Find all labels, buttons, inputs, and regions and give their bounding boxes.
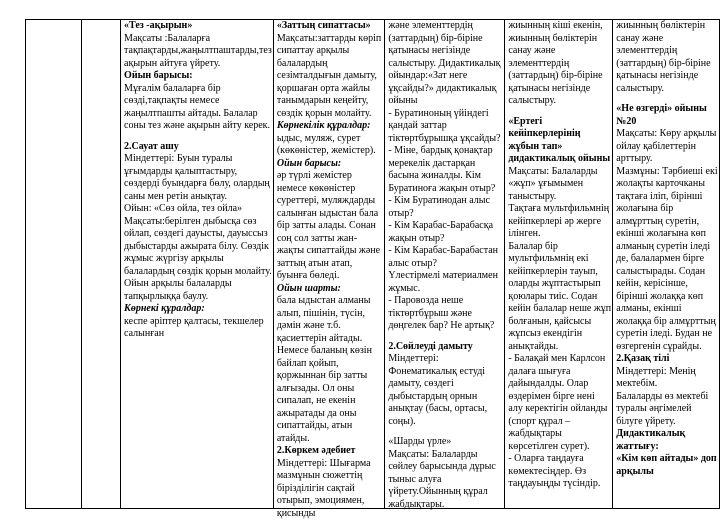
cell-heading: Дидактикалық жаттығу: <box>616 428 718 453</box>
spacer <box>616 95 718 103</box>
cell-heading: Ойын барысы: <box>277 158 383 171</box>
cell-heading: «Кім көп айтады» доп арқылы <box>616 453 718 478</box>
cell-text: Мұғалім балаларға бір сөзді,тақпақты немесе жаңылтпашты айтады. Балалар соны тез және ақырын айту керек. <box>124 83 272 133</box>
cell-text: Үлестірмелі материалмен жұмыс. <box>388 270 503 295</box>
cell-heading: Ойын шарты: <box>277 283 383 296</box>
cell-text: - Кім Буратинодан алыс отыр? <box>388 195 503 220</box>
cell-text: жиынның кіші екенін, жиынның бөліктерін санау және элементтердің (заттардың) бір-біріне қатынасы негізінде салыстыру. <box>508 20 611 108</box>
cell-text: жиынның бөліктерін санау және элементтердің (заттардың) бір-біріне қатынасы негізінде салыстыру. <box>616 20 718 95</box>
cell-text: ыдыс, муляж, сурет (көкөністер, жемістер). <box>277 133 383 158</box>
table-cell-5 <box>385 20 505 509</box>
cell-text: - Паровозда неше тіктөртбұрыш және дөңгелек бар? Не артық? <box>388 295 503 333</box>
table-cell-2 <box>81 20 120 509</box>
cell-text: Мақсаты: Көру арқылы ойлау қабілеттерін арттыру. <box>616 128 718 166</box>
cell-text: - Буратиноның үйіндегі қандай заттар тіктөртбұрышқа ұқсайды? <box>388 108 503 146</box>
cell-heading: Көрнекі құралдар: <box>124 303 272 316</box>
cell-text: Мақсаты:берілген дыбысқа сөз ойлап, сөздегі дауысты, дауыссыз дыбыстарды ажырата білу. Сөздік жұмыс жүргізу арқылы балалардың сөздік қорын молайту. Ойын арқылы балаларды тапқырлыққа баулу. <box>124 216 272 304</box>
cell-text: Тақтаға мультфильмнің кейіпкерлері әр жерге ілінген. <box>508 203 611 241</box>
cell-text: «Шарды үрле» <box>388 436 503 449</box>
table-cell-4 <box>273 20 384 509</box>
spacer <box>508 108 611 116</box>
cell-heading: Көрнекілік құралдар: <box>277 120 383 133</box>
table-cell-6 <box>505 20 613 509</box>
cell-heading: 2.Көркем әдебиет <box>277 445 383 458</box>
cell-text: - Міне, бардық қонақтар мерекелік дастарқан басына жиналды. Кім Буратиноға жақын отыр? <box>388 145 503 195</box>
cell-text: Мақсаты :Балаларға тақпақтарды,жаңылтпаштарды,тез ақырын айтуға үйрету. <box>124 33 272 71</box>
table-cell-1 <box>26 20 82 509</box>
cell-text: Балалар бір мультфильмнің екі кейіпкерлерін тауып, оларды жұптастырып қоюлары тиіс. Содан кейін балалар неше жұп болғанын, қайсысы жұпсыз екендігін анықтайды. <box>508 241 611 354</box>
cell-text: - Кім Карабас-Барабасқа жақын отыр? <box>388 220 503 245</box>
cell-text: Міндеттері: Фонематикалық естуді дамыту, сөздегі дыбыстардың орнын анықтау (басы, ортасы, соңы). <box>388 353 503 428</box>
cell-text: әр түрлі жемістер немесе көкөністер суреттері, муляждарды салынған ыдыстан бала бір затты алады. Сонан соң сол затты жан-жақты сипаттайды және заттың атын атап, буынға бөледі. <box>277 170 383 283</box>
cell-heading: «Заттың сипаттасы» <box>277 20 383 33</box>
cell-text: кеспе әріптер қалтасы, текшелер салынған <box>124 316 272 341</box>
cell-text: Мақсаты: Балаларды «жұп» ұғымымен таныстыру. <box>508 166 611 204</box>
cell-heading: «Ертегі кейіпкерлерінің жұбын тап» дидактикалық ойыны <box>508 116 611 166</box>
cell-heading: «Тез -ақырын» <box>124 20 272 33</box>
table-cell-3 <box>121 20 274 509</box>
cell-text: және элементтердің (заттардың) бір-біріне қатынасы негізінде салыстыру. Дидактикалық ойындар:«Зат неге ұқсайды?» дидактикалық ойыны <box>388 20 503 108</box>
cell-heading: 2.Сөйлеуді дамыту <box>388 341 503 354</box>
lesson-plan-table <box>25 19 720 509</box>
cell-text: Мазмұны: Тәрбиеші екі жолақты карточканы тақтаға іліп, бірінші жолағына бір алмұрттың суретін, екінші жолағына көп алманың суретін іледі де, балалармен бірге салыстырады. Содан кейін, керісінше, бірінші жолаққа көп алманы, екінші жолаққа бір алмұрттың суретін іледі. Будан не өзгергенін сұрайды. <box>616 166 718 354</box>
cell-text: Мақсаты:заттарды көріп сипаттау арқылы балалардың сезімталдығын дамыту, қоршаған орта жайлы танымдарын кеңейту, сөздік қорын молайту. <box>277 33 383 121</box>
cell-text: - Оларға таңдауға көмектесіңдер. Өз таңдауыңды түсіндір. <box>508 453 611 491</box>
cell-heading: Ойын барысы: <box>124 70 272 83</box>
table-cell-7 <box>613 20 720 509</box>
cell-text: бала ыдыстан алманы алып, пішінін, түсін, дәмін және т.б. қасиеттерін айтады. Немесе баланың көзін байлап қойып, қоржыннан бір затты алғызады. Ол оны сипалап, не екенін ажыратады да оны сипаттайды, атын атайды. <box>277 295 383 445</box>
cell-heading: 2.Қазақ тілі <box>616 353 718 366</box>
cell-text: Балаларды өз мектебі туралы әңгімелей білуге үйрету. <box>616 391 718 429</box>
cell-text: Міндеттері: Буын туралы ұғымдарды қалыптастыру, сөздерді буындарға бөлу, олардың саны мен ретін анықтау. <box>124 153 272 203</box>
cell-text: Ойын: «Сөз ойла, тез ойла» <box>124 203 272 216</box>
spacer <box>388 428 503 436</box>
cell-heading: «Не өзгерді» ойыны №20 <box>616 103 718 128</box>
spacer <box>124 133 272 141</box>
cell-text: Міндеттері: Шығарма мазмұнын сюжеттің бірізділігін сақтай отырып, эмоциямен, қисынды <box>277 458 383 520</box>
cell-text: - Кім Карабас-Барабастан алыс отыр? <box>388 245 503 270</box>
cell-heading: 2.Сауат ашу <box>124 141 272 154</box>
cell-text: Мақсаты: Балаларды сөйлеу барысында дұрыс тыныс алуға үйрету.Ойынның құрал жабдықтары. <box>388 449 503 512</box>
cell-text: Міндеттері: Менің мектебім. <box>616 366 718 391</box>
cell-text: - Балақай мен Карлсон далаға шығуға дайындалды. Олар өздерімен бірге нені алу керектігін ойланды (спорт құрал – жабдықтары көрсетілген сурет). <box>508 353 611 453</box>
spacer <box>388 333 503 341</box>
